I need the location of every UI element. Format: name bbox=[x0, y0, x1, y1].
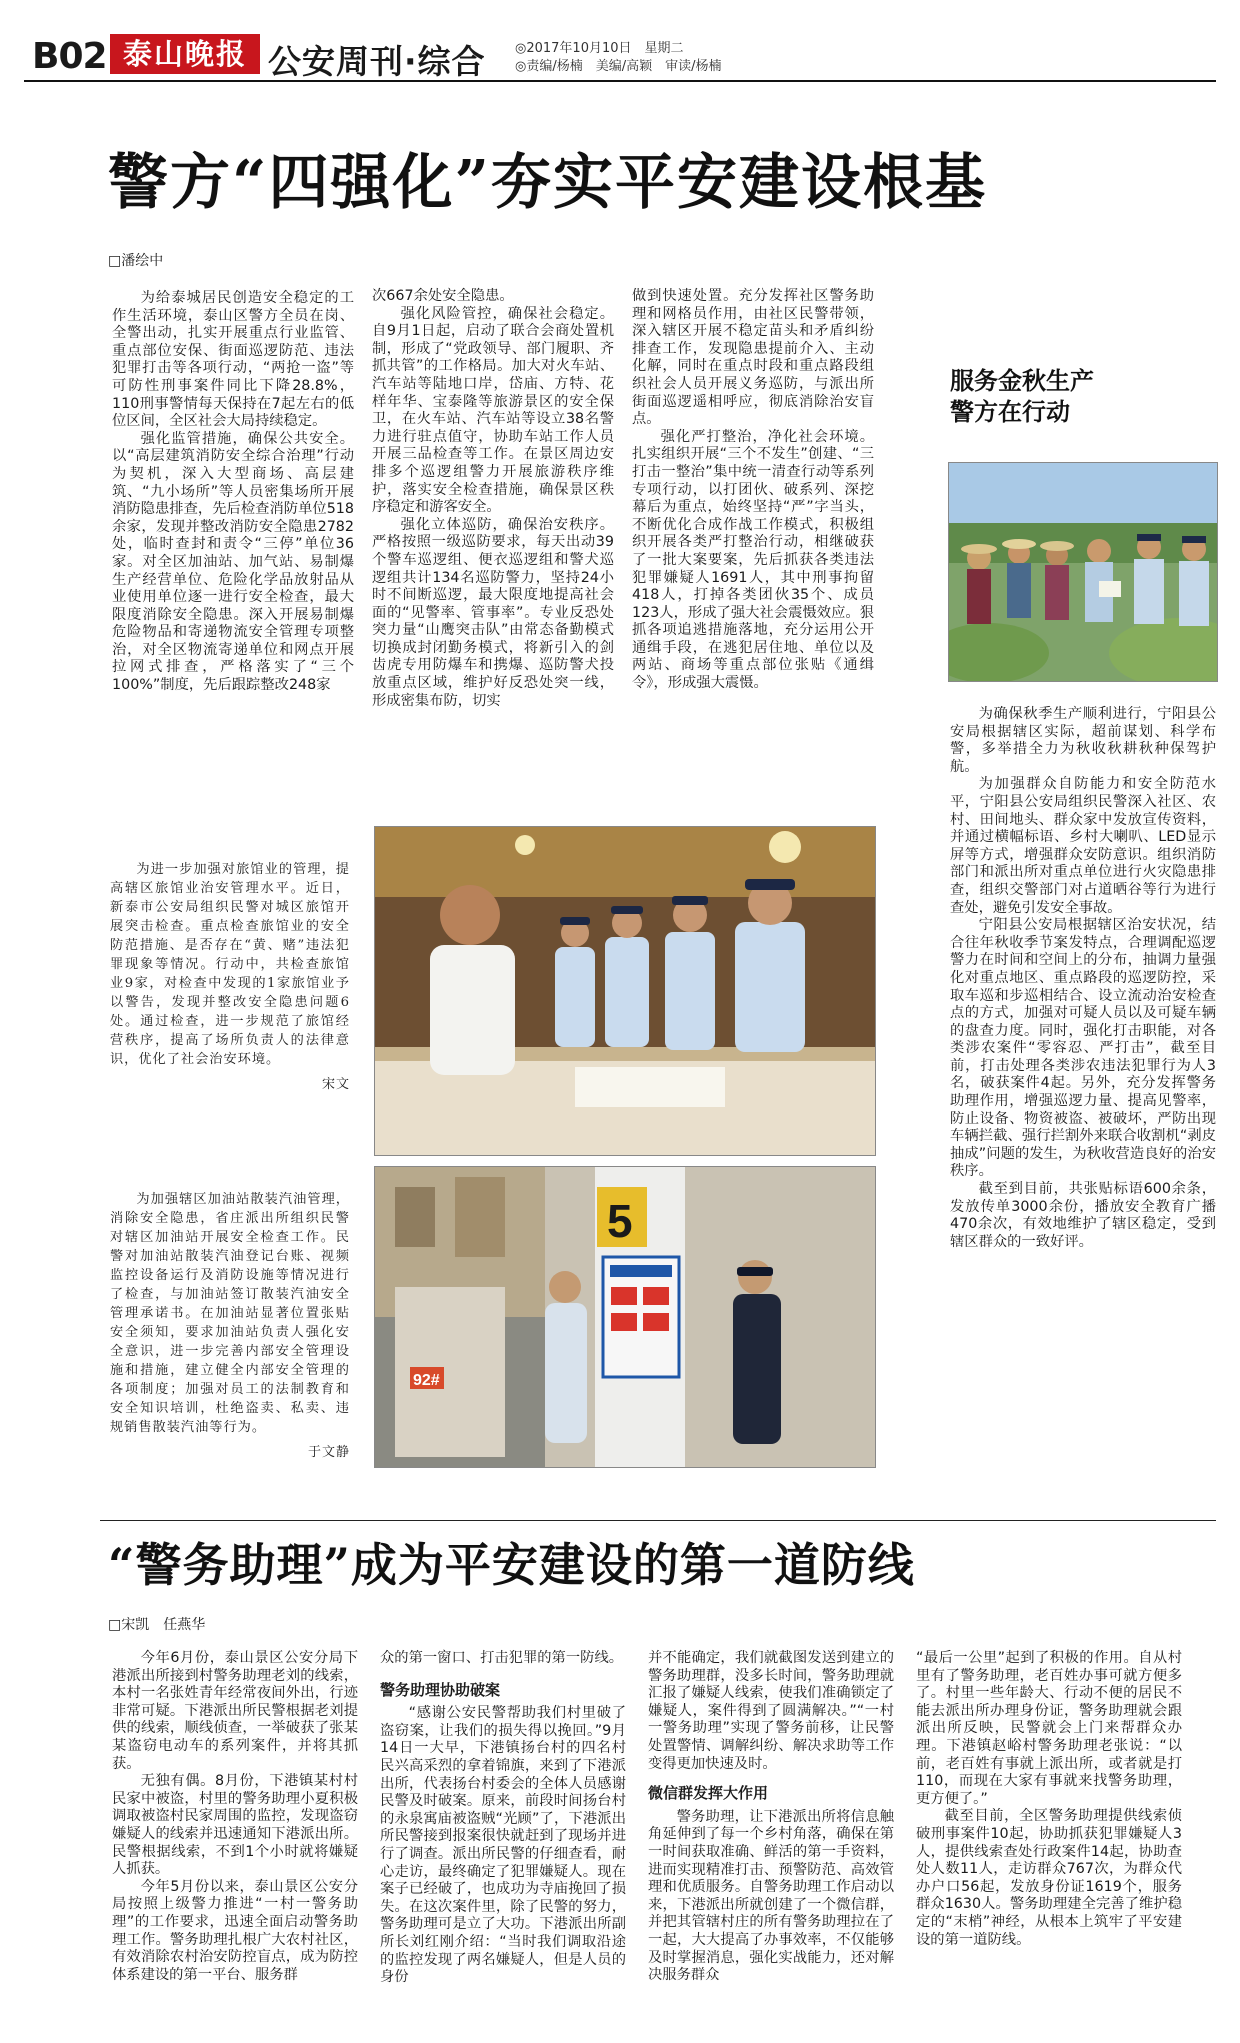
gas-station-photo bbox=[374, 1166, 876, 1468]
article2-subheading-2: 微信群发挥大作用 bbox=[648, 1784, 769, 1803]
article2-column-4: “最后一公里”起到了积极的作用。自从村里有了警务助理，老百姓办事可就方便多了。村里一些年龄大、行动不便的居民不能去派出所办理身份证，警务助理就会跟派出所反映，民警就会上门来帮群众办理。下港镇赵峪村警务助理老张说：“以前，老百姓有事就上派出所，或者就是打110，而现在大家有事就来找警务助理，更方便了。” 截至目前，全区警务助理提供线索侦破刑事案件10起，协助抓获犯罪嫌疑人3人，提供线索查处行政案件14起，协助查处人数11人，走访群众767次，为群众代办户口56起，发放身份证1619个，服务群众1630人。警务助理建全完善了维护稳定的“末梢”神经，从根本上筑牢了平安建设的第一道防线。 bbox=[916, 1650, 1182, 1948]
harvest-photo bbox=[948, 462, 1218, 682]
article1-headline: 警方“四强化”夯实平安建设根基 bbox=[108, 148, 988, 218]
pump-price-label: 92# bbox=[413, 1372, 440, 1389]
article1-byline: □潘绘中 bbox=[108, 253, 164, 269]
article1-column-3: 做到快速处置。充分发挥社区警务助理和网格员作用，由社区民警带领，深入辖区开展不稳定苗头和矛盾纠纷排查工作，发现隐患提前介入、主动化解，同时在重点时段和重点路段组织社会人员开展义务巡防，与派出所街面巡逻遥相呼应，彻底消除治安盲点。 强化严打整治，净化社会环境。扎实组织开展“三个不发生”创建、“三打击一整治”集中统一清查行动等系列专项行动，以打团伙、破系列、深挖幕后为重点，始终坚持“严”字当头，不断优化合成作战工作模式，积极组织开展各类严打整治行动，相继破获了一批大案要案，先后抓获各类违法犯罪嫌疑人1691人，其中刑事拘留418人，打掉各类团伙35个、成员123人，形成了强大社会震慑效应。狠抓各项追逃措施落地，充分运用公开通缉手段，在逃犯居住地、单位以及两站、商场等重点部位张贴《通缉令》，形成强大震慑。 bbox=[632, 288, 874, 692]
photo2-author: 于文静 bbox=[307, 1445, 350, 1460]
article1-column-1: 为给泰城居民创造安全稳定的工作生活环境，泰山区警方全员在岗、全警出动，扎实开展重点行业监管、重点部位安保、街面巡逻防范、违法犯罪打击等各项行动，“两抢一盗”等可防性刑事案件同比下降28.8%，110刑事警情每天保持在7起左右的低位区间，全区社会大局持续稳定。 强化监管措施，确保公共安全。以“高层建筑消防安全综合治理”行动为契机，深入大型商场、高层建筑、“九小场所”等人员密集场所开展消防隐患排查，先后检查消防单位518余家，发现并整改消防安全隐患2782处，临时查封和责令“三停”单位36家。对全区加油站、加气站、易制爆生产经营单位、危险化学品放射品从业使用单位逐一进行安全检查，最大限度消除安全隐患。深入开展易制爆危险物品和寄递物流安全管理专项整治，对全区物流寄递单位和网点开展拉网式排查，严格落实了“三个100%”制度，先后跟踪整改248家 bbox=[112, 290, 354, 694]
article1-column-2: 次667余处安全隐患。 强化风险管控，确保社会稳定。自9月1日起，启动了联合会商处置机制，形成了“党政领导、部门履职、齐抓共管”的工作格局。加大对火车站、汽车站等陆地口岸，岱庙、方特、花样年华、宝泰隆等旅游景区的安全保卫，在火车站、汽车站等设立38名警力进行驻点值守，协助车站工作人员开展三品检查等工作。在景区周边安排多个巡逻组警力开展旅游秩序维护，落实安全检查措施，确保景区秩序稳定和游客安全。 强化立体巡防，确保治安秩序。严格按照一级巡防要求，每天出动39个警车巡逻组、便衣巡逻组和警犬巡逻组共计134名巡防警力，坚持24小时不间断巡逻，最大限度地提高社会面的“见警率、管事率”。专业反恐处突力量“山鹰突击队”由常态备勤模式切换成封闭勤务模式，将新引入的剑齿虎专用防爆车和携爆、巡防警犬投放重点区域，维护好反恐处突一线，形成密集布防，切实 bbox=[372, 288, 614, 709]
article2-subheading-1: 警务助理协助破案 bbox=[380, 1680, 501, 1699]
article2-column-2: 众的第一窗口、打击犯罪的第一防线。 警务助理协助破案 “感谢公安民警帮助我们村里破了盗窃案，让我们的损失得以挽回。”9月14日一大早，下港镇扬台村的四名村民兴高采烈的拿着锦旗，来到了下港派出所，代表扬台村委会的全体人员感谢民警及时破案。原来，前段时间扬台村的永泉寓庙被盗贼“光顾”了，下港派出所民警接到报案很快就赶到了现场并进行了调查。派出所民警的仔细查看，耐心走访，最终确定了犯罪嫌疑人。现在案子已经破了，也成功为寺庙挽回了损失。在这次案件里，除了民警的努力，警务助理可是立了大功。下港派出所副所长刘红刚介绍：“当时我们调取沿途的监控发现了两名嫌疑人，但是人员的身份 bbox=[380, 1650, 626, 1986]
photo1-author: 宋文 bbox=[321, 1077, 350, 1092]
side-story-title: 服务金秋生产 警方在行动 bbox=[950, 367, 1094, 426]
article2-column-1: 今年6月份，泰山景区公安分局下港派出所接到村警务助理老刘的线索，本村一名张姓青年经常夜间外出，行迹非常可疑。下港派出所民警根据老刘提供的线索，顺线侦查，一举破获了张某某盗窃电动车的系列案件，并将其抓获。 无独有偶。8月份，下港镇某村村民家中被盗，村里的警务助理小夏积极调取被盗村民家周围的监控，发现盗窃嫌疑人的线索并迅速通知下港派出所。民警根据线索，不到1个小时就将嫌疑人抓获。 今年5月份以来，泰山景区公安分局按照上级警力推进“一村一警务助理”的工作要求，迅速全面启动警务助理工作。警务助理扎根广大农村社区，有效消除农村治安防控盲点，成为防控体系建设的第一平台、服务群 bbox=[112, 1650, 358, 1983]
section-title: 公安周刊·综合 bbox=[268, 42, 486, 81]
side-story-body: 为确保秋季生产顺利进行，宁阳县公安局根据辖区实际，超前谋划、科学布警，多举措全力为秋收秋耕秋种保驾护航。 为加强群众自防能力和安全防范水平，宁阳县公安局组织民警深入社区、农村、田间地头、群众家中发放宣传资料，并通过横幅标语、乡村大喇叭、LED显示屏等方式，增强群众安防意识。组织消防部门和派出所对重点单位进行火灾隐患排查，组织交警部门对占道晒谷等行为进行查处，避免引发安全事故。 宁阳县公安局根据辖区治安状况，结合往年秋收季节案发特点，合理调配巡逻警力在时间和空间上的分布，抽调力量强化对重点地区、重点路段的巡逻防控，采取车巡和步巡相结合、设立流动治安检查点的方式，加强对可疑人员以及可疑车辆的盘查力度。同时，强化打击职能，对各类涉农案件“零容忍、严打击”，截至目前，打击处理各类涉农违法犯罪行为人3名，破获案件4起。另外，充分发挥警务助理作用，增强巡逻力量、提高见警率，防止设备、物资被盗、被破坏，严防出现车辆拦截、强行拦割外来联合收割机“剥皮抽成”问题的发生，为秋收营造良好的治安秩序。 截至到目前，共张贴标语600余条，发放传单3000余份，播放安全教育广播470余次，有效地维护了辖区稳定，受到辖区群众的一致好评。 bbox=[950, 706, 1216, 1250]
photo2-caption: 为加强辖区加油站散装汽油管理，消除安全隐患，省庄派出所组织民警对辖区加油站开展安全检查工作。民警对加油站散装汽油登记台账、视频监控设备运行及消防设施等情况进行了检查，与加油站签订散装汽油安全管理承诺书。在加油站显著位置张贴安全须知，要求加油站负责人强化安全意识，进一步完善内部安全管理设施和措施，建立健全内部安全管理的各项制度；加强对员工的法制教育和安全知识培训，杜绝盗卖、私卖、违规销售散装汽油等行为。 于文静 bbox=[110, 1192, 350, 1460]
photo1-caption: 为进一步加强对旅馆业的管理，提高辖区旅馆业治安管理水平。近日，新泰市公安局组织民警对城区旅馆开展突击检查。重点检查旅馆业的安全防范措施、是否存在“黄、赌”违法犯罪现象等情况。行动中，共检查旅馆业9家，对检查中发现的1家旅馆业予以警告，发现并整改安全隐患问题6处。通过检查，进一步规范了旅馆经营秩序，提高了场所负责人的法律意识，优化了社会治安环境。 宋文 bbox=[110, 862, 350, 1092]
article2-byline: □宋凯 任燕华 bbox=[108, 1617, 206, 1633]
hotel-inspection-photo bbox=[374, 826, 876, 1156]
page-number: B02 bbox=[32, 36, 107, 77]
article2-headline: “警务助理”成为平安建设的第一道防线 bbox=[108, 1538, 915, 1592]
date-line: ◎2017年10月10日 星期二 bbox=[515, 41, 684, 56]
newspaper-logo: 泰山晚报 bbox=[110, 34, 260, 74]
pump-number-label: 5 bbox=[607, 1195, 633, 1247]
article2-column-3: 并不能确定，我们就截图发送到建立的警务助理群，没多长时间，警务助理就汇报了嫌疑人线索，使我们准确锁定了嫌疑人，案件得到了圆满解决。”“一村一警务助理”实现了警务前移，让民警处置警情、调解纠纷、解决求助等工作变得更加快速及时。 微信群发挥大作用 警务助理，让下港派出所将信息触角延伸到了每一个乡村角落，确保在第一时间获取准确、鲜活的第一手资料，进而实现精准打击、预警防范、高效管理和优质服务。自警务助理工作启动以来，下港派出所就创建了一个微信群，并把其管辖村庄的所有警务助理拉在了一起，大大提高了办事效率，不仅能够及时掌握消息，强化实战能力，还对解决服务群众 bbox=[648, 1650, 894, 1984]
issue-meta bbox=[515, 40, 721, 76]
editor-line: ◎责编/杨楠 美编/高颖 审读/杨楠 bbox=[515, 59, 722, 74]
section-divider bbox=[100, 1520, 1216, 1521]
